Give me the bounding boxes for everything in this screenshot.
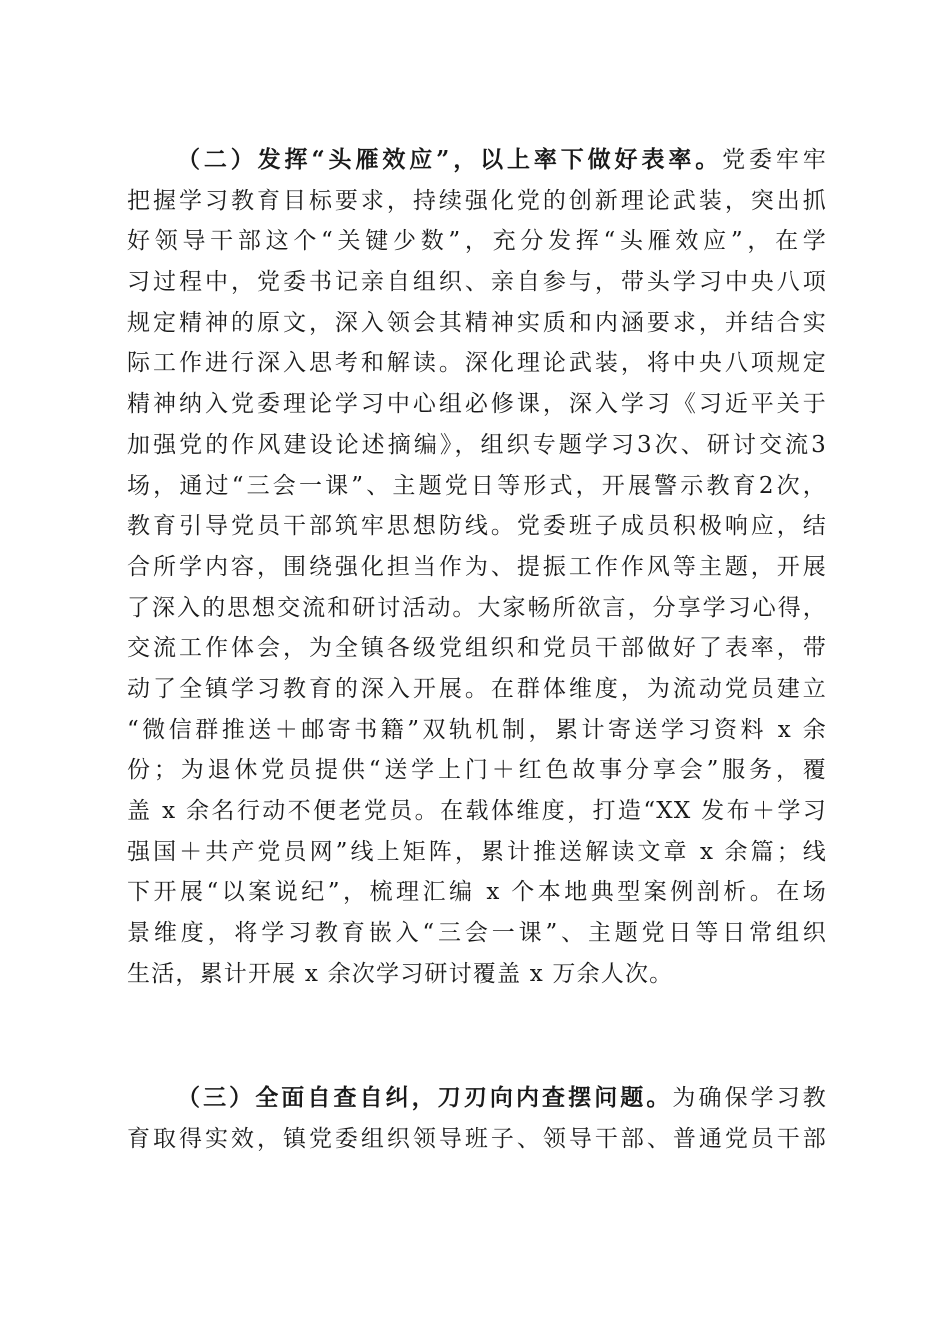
paragraph-line: 规定精神的原文，深入领会其精神实质和内涵要求，并结合实 <box>127 309 827 336</box>
paragraph-line: 盖 x 余名行动不便老党员。在载体维度，打造“XX 发布＋学习 <box>127 798 827 824</box>
paragraph-line: 了深入的思想交流和研讨活动。大家畅所欲言，分享学习心得， <box>127 594 827 621</box>
paragraph-line: 动了全镇学习教育的深入开展。在群体维度，为流动党员建立 <box>127 675 827 702</box>
paragraph-line: 景维度，将学习教育嵌入“三会一课”、主题党日等日常组织 <box>127 920 827 947</box>
paragraph-line: 精神纳入党委理论学习中心组必修课，深入学习《习近平关于 <box>127 391 827 418</box>
paragraph-line: 习过程中，党委书记亲自组织、亲自参与，带头学习中央八项 <box>127 269 827 296</box>
section-heading: （三）全面自查自纠，刀刃向内查摆问题。 <box>177 1084 673 1111</box>
paragraph-line: 际工作进行深入思考和解读。深化理论武装，将中央八项规定 <box>127 350 827 377</box>
paragraph-line: 交流工作体会，为全镇各级党组织和党员干部做好了表率，带 <box>127 635 827 662</box>
paragraph-line: 生活，累计开展 x 余次学习研讨覆盖 x 万余人次。 <box>127 960 674 987</box>
paragraph-line: 把握学习教育目标要求，持续强化党的创新理论武装，突出抓 <box>127 187 827 214</box>
paragraph-line: 下开展“以案说纪”，梳理汇编 x 个本地典型案例剖析。在场 <box>127 879 827 906</box>
paragraph-line: 强国＋共产党员网”线上矩阵，累计推送解读文章 x 余篇；线 <box>127 838 827 865</box>
paragraph-line: 份；为退休党员提供“送学上门＋红色故事分享会”服务，覆 <box>127 757 827 784</box>
paragraph-line: 加强党的作风建设论述摘编》，组织专题学习3次、研讨交流3 <box>127 431 827 458</box>
paragraph-line: “微信群推送＋邮寄书籍”双轨机制，累计寄送学习资料 x 余 <box>127 716 827 743</box>
paragraph-line: 合所学内容，围绕强化担当作为、提振工作作风等主题，开展 <box>127 553 827 580</box>
paragraph-line: 育取得实效，镇党委组织领导班子、领导干部、普通党员干部 <box>127 1125 827 1152</box>
paragraph-line: （三）全面自查自纠，刀刃向内查摆问题。为确保学习教 <box>177 1084 827 1111</box>
paragraph-line: （二）发挥“头雁效应”，以上率下做好表率。党委牢牢 <box>177 146 827 173</box>
paragraph-line: 好领导干部这个“关键少数”，充分发挥“头雁效应”，在学 <box>127 228 827 255</box>
paragraph-section-3 <box>127 1078 827 1159</box>
section-heading: （二）发挥“头雁效应”，以上率下做好表率。 <box>177 146 723 173</box>
paragraph-section-2 <box>127 140 827 994</box>
paragraph-line: 教育引导党员干部筑牢思想防线。党委班子成员积极响应，结 <box>127 513 827 540</box>
paragraph-line: 场，通过“三会一课”、主题党日等形式，开展警示教育2次， <box>127 472 827 499</box>
